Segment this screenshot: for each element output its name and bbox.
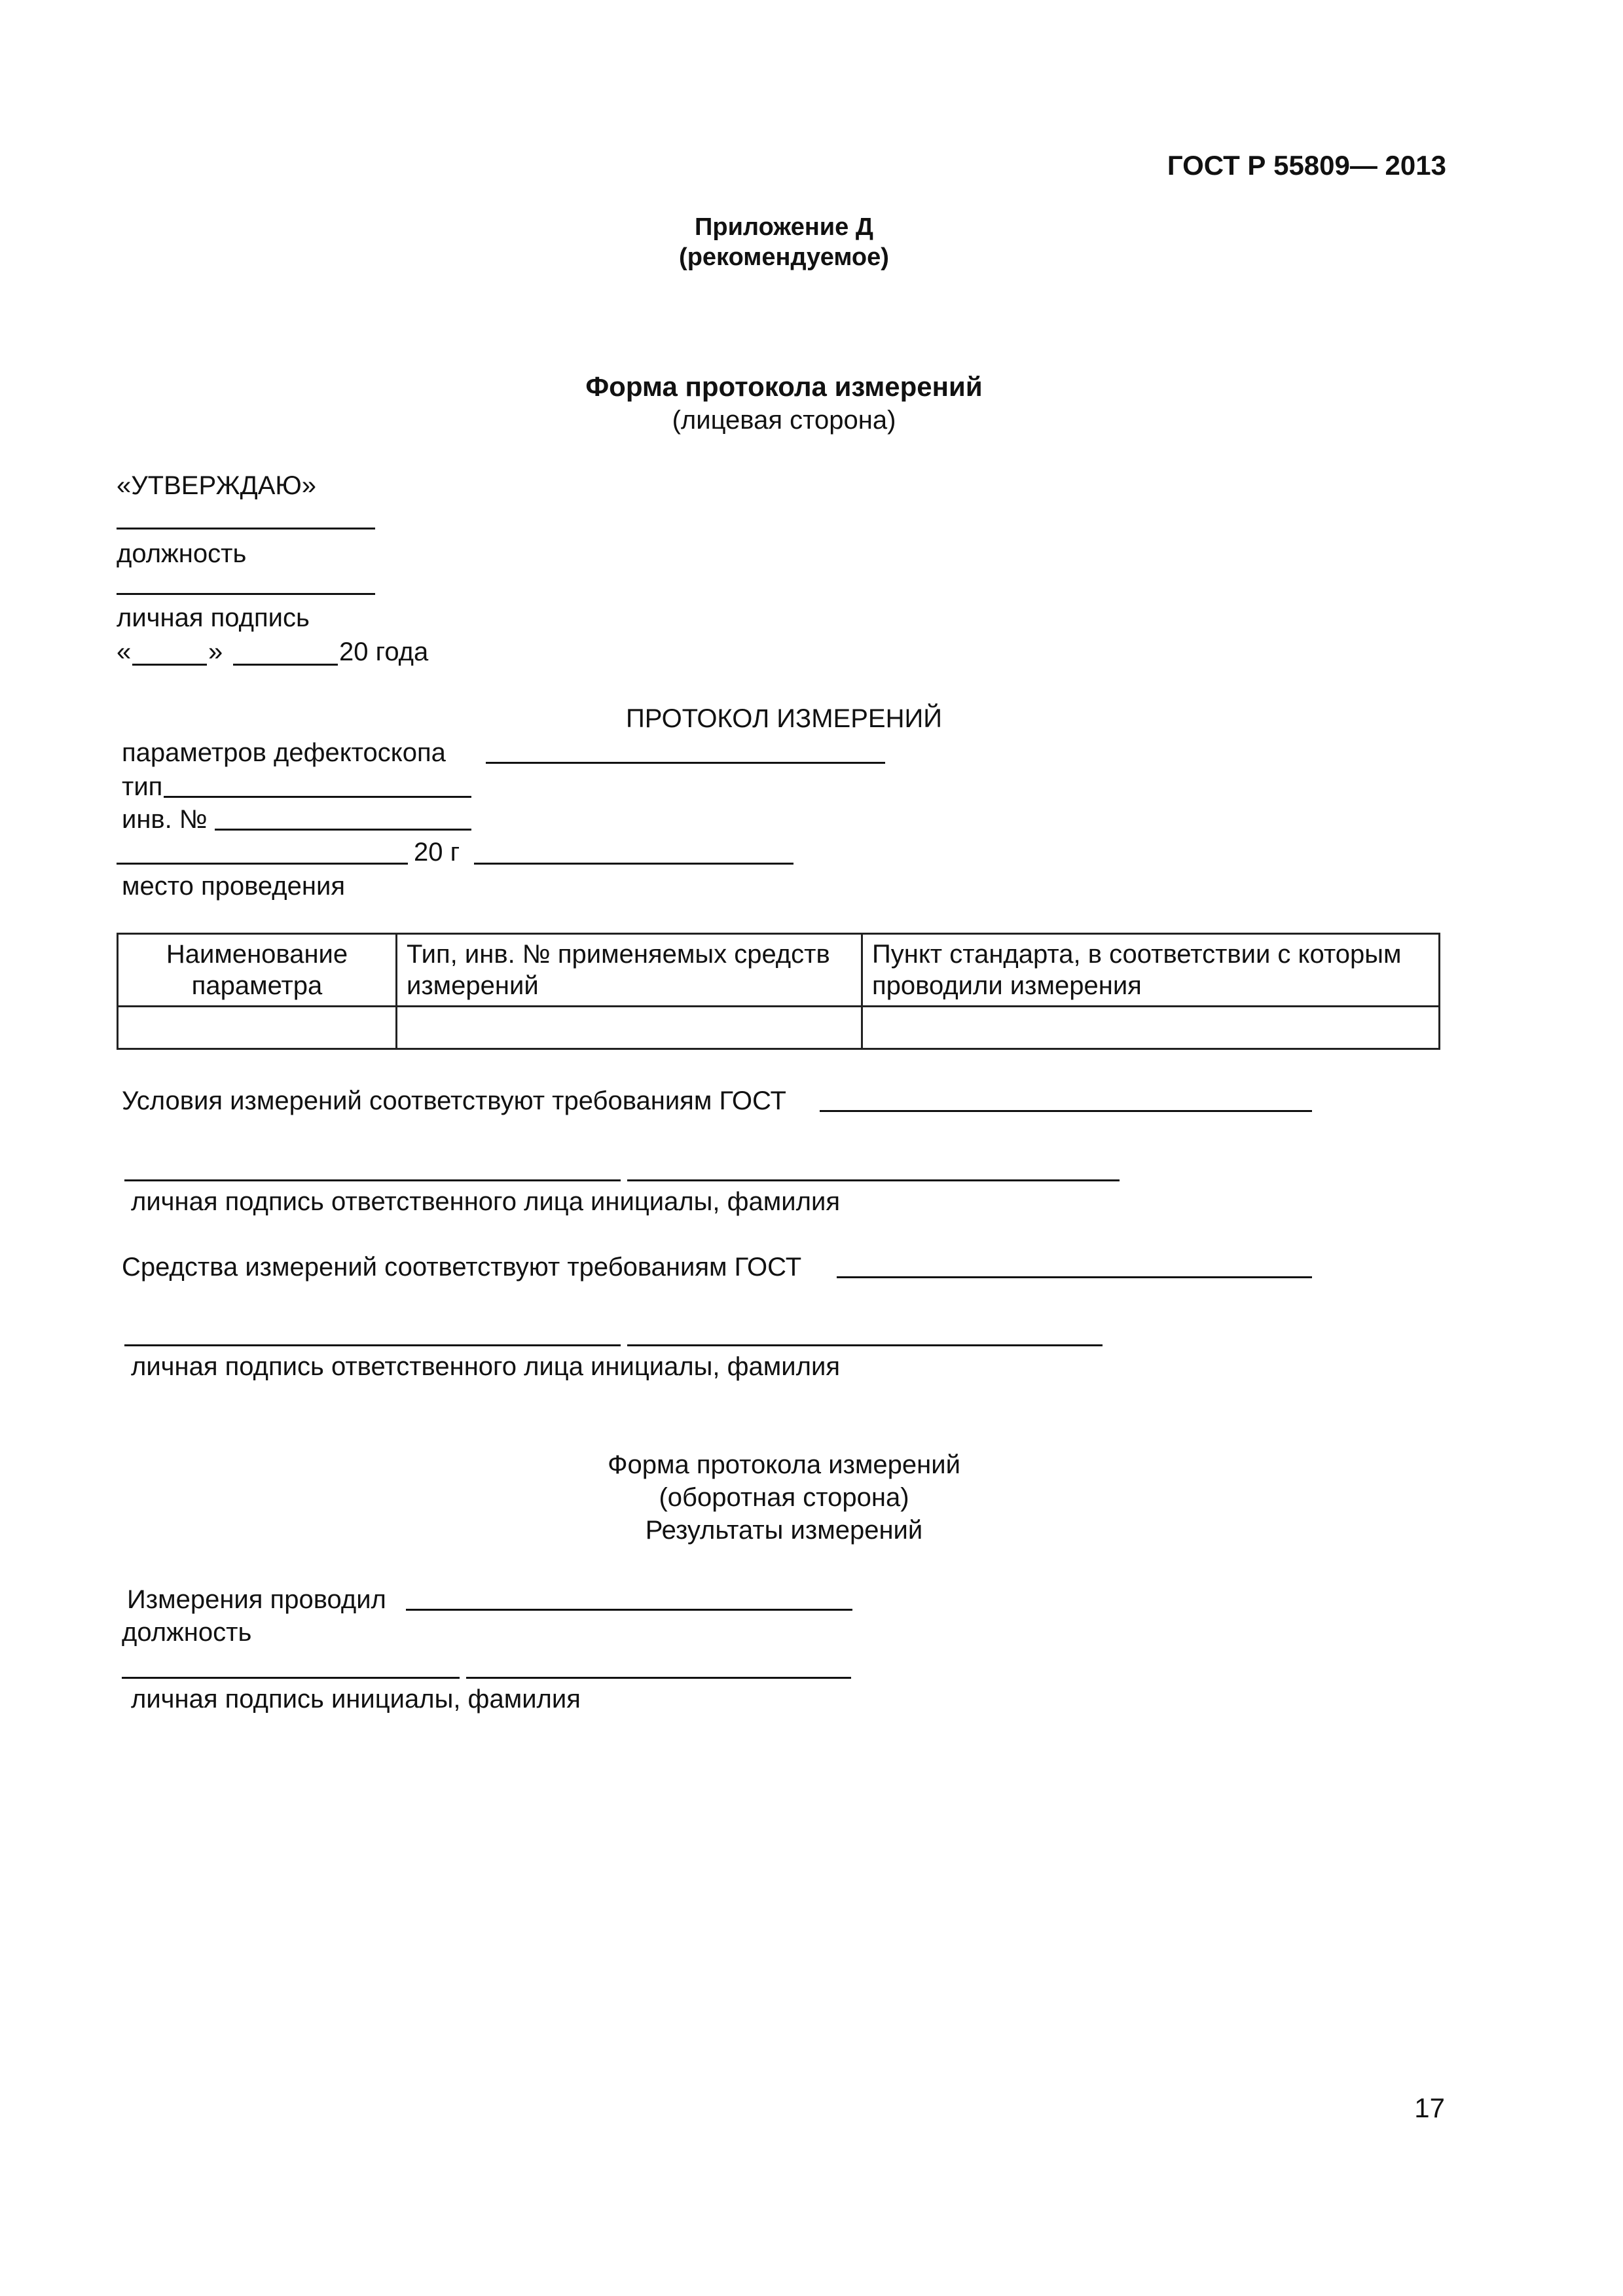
params-label: параметров дефектоскопа bbox=[122, 738, 446, 767]
table-header-cell: Пункт стандарта, в соответствии с которым проводили измерения bbox=[862, 934, 1440, 1007]
date-year-label: 20 года bbox=[339, 637, 429, 666]
conditions-name-line bbox=[627, 1179, 1120, 1181]
conditions-gost-line bbox=[820, 1110, 1312, 1112]
table-header-cell: Наименование параметра bbox=[118, 934, 397, 1007]
date-month-line bbox=[233, 664, 338, 666]
page-number: 17 bbox=[1414, 2092, 1445, 2123]
conditions-signature-line bbox=[124, 1179, 621, 1181]
instruments-name-line bbox=[627, 1344, 1103, 1346]
year-label: 20 г bbox=[414, 838, 460, 867]
table-cell[interactable] bbox=[862, 1007, 1440, 1049]
approve-label: «УТВЕРЖДАЮ» bbox=[117, 471, 317, 500]
inv-line bbox=[215, 829, 471, 831]
protocol-title: ПРОТОКОЛ ИЗМЕРЕНИЙ bbox=[626, 704, 942, 733]
parameters-table bbox=[117, 933, 1440, 1050]
appendix-title: Приложение Д bbox=[695, 213, 873, 241]
measurer-name-line bbox=[466, 1677, 851, 1679]
table-cell[interactable] bbox=[118, 1007, 397, 1049]
appendix-note: (рекомендуемое) bbox=[679, 243, 889, 271]
form-front-title: Форма протокола измерений bbox=[585, 371, 983, 402]
table-header-cell: Тип, инв. № применяемых средств измерений bbox=[397, 934, 862, 1007]
type-line bbox=[164, 796, 471, 798]
date-line bbox=[474, 863, 793, 865]
table-header-row bbox=[118, 934, 1440, 1007]
form-front-side: (лицевая сторона) bbox=[672, 406, 896, 435]
form-back-title: Форма протокола измерений bbox=[608, 1450, 960, 1479]
signature-line bbox=[117, 593, 375, 595]
instruments-text: Средства измерений соответствуют требованиям ГОСТ bbox=[122, 1253, 802, 1282]
type-label: тип bbox=[122, 772, 163, 801]
results-title: Результаты измерений bbox=[645, 1516, 923, 1545]
measurer-line bbox=[406, 1609, 852, 1611]
signature-label: личная подпись bbox=[117, 603, 310, 632]
position-line bbox=[117, 528, 375, 529]
params-line bbox=[486, 762, 885, 764]
date-close-quote: » bbox=[208, 637, 223, 666]
instruments-signature-line bbox=[124, 1344, 621, 1346]
conditions-sign-caption: личная подпись ответственного лица инициалы, фамилия bbox=[131, 1187, 840, 1216]
instruments-gost-line bbox=[837, 1276, 1312, 1278]
table-cell[interactable] bbox=[397, 1007, 862, 1049]
place-line bbox=[117, 863, 408, 865]
inv-label: инв. № bbox=[122, 805, 208, 834]
position-label: должность bbox=[117, 539, 247, 568]
date-day-line bbox=[132, 664, 207, 666]
measurer-position-label: должность bbox=[122, 1618, 252, 1647]
measurer-sign-caption: личная подпись инициалы, фамилия bbox=[131, 1685, 581, 1713]
measurer-label: Измерения проводил bbox=[127, 1585, 386, 1614]
form-back-side: (оборотная сторона) bbox=[659, 1483, 909, 1512]
instruments-sign-caption: личная подпись ответственного лица инициалы, фамилия bbox=[131, 1352, 840, 1381]
place-label: место проведения bbox=[122, 872, 345, 901]
table-row bbox=[118, 1007, 1440, 1049]
standard-number: ГОСТ Р 55809— 2013 bbox=[1167, 150, 1446, 181]
measurer-signature-line bbox=[122, 1677, 460, 1679]
date-open-quote: « bbox=[117, 637, 132, 666]
conditions-text: Условия измерений соответствуют требованиям ГОСТ bbox=[122, 1086, 786, 1115]
